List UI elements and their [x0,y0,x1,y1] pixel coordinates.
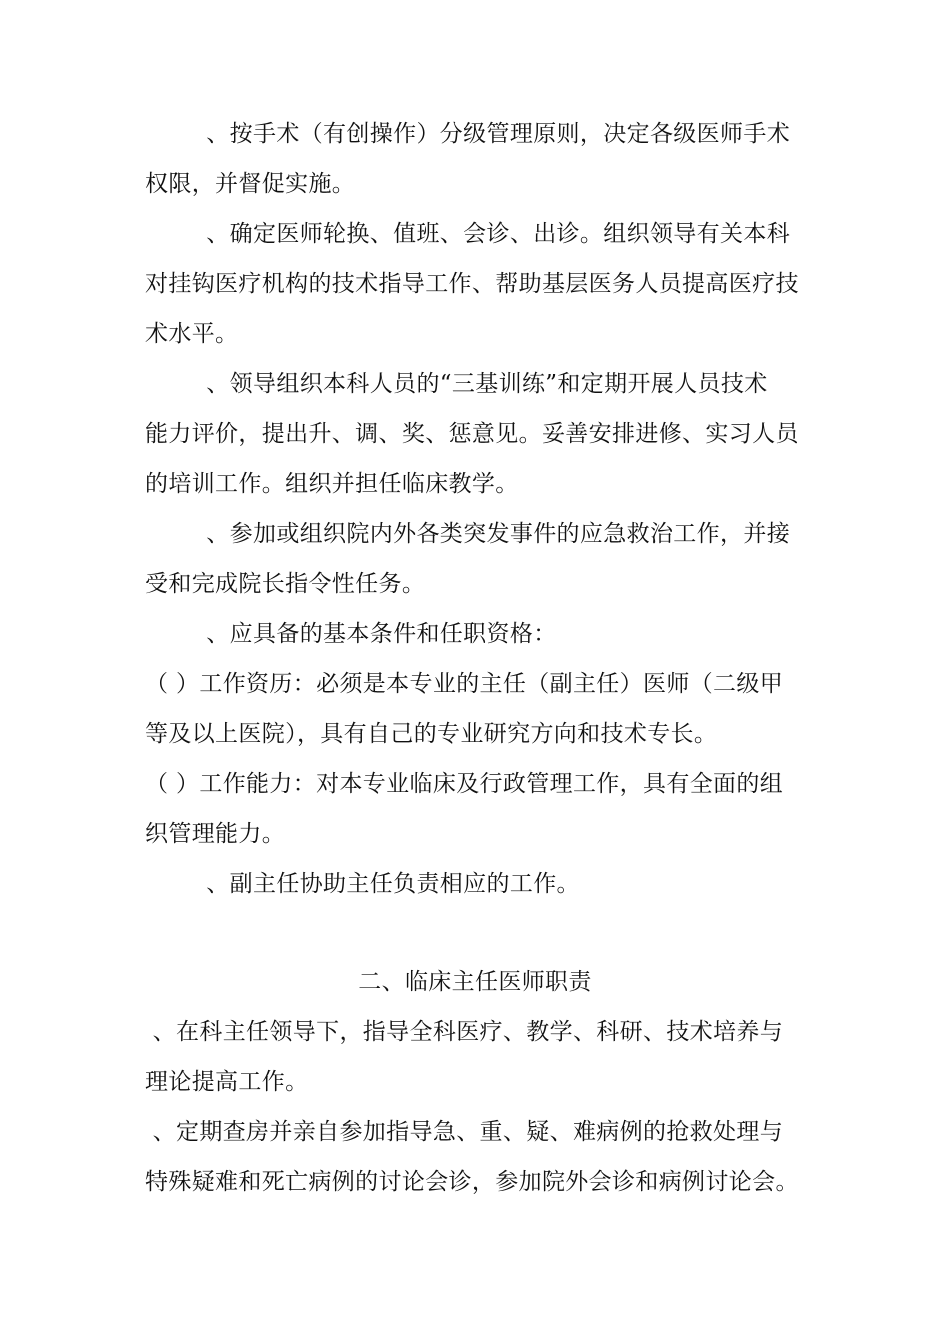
text-line: 、在科主任领导下，指导全科医疗、教学、科研、技术培养与 [145,1019,784,1045]
text-line: （ ）工作能力：对本专业临床及行政管理工作，具有全面的组 [145,771,784,797]
text-line: 受和完成院长指令性任务。 [145,571,426,597]
text-line: 的培训工作。组织并担任临床教学。 [145,471,519,497]
text-line: 、副主任协助主任负责相应的工作。 [145,871,580,897]
text-line: 、确定医师轮换、值班、会诊、出诊。组织领导有关本科 [145,221,791,247]
text-line: 能力评价，提出升、调、奖、惩意见。妥善安排进修、实习人员 [145,421,799,447]
text-line: 织管理能力。 [145,821,286,847]
text-line: 、按手术（有创操作）分级管理原则，决定各级医师手术 [145,121,791,147]
text-line: 权限，并督促实施。 [145,171,356,197]
text-line: （ ）工作资历：必须是本专业的主任（副主任）医师（二级甲 [145,671,784,697]
section-heading: 二、临床主任医师职责 [358,969,592,995]
text-line: 、参加或组织院内外各类突发事件的应急救治工作，并接 [145,521,791,547]
text-line: 对挂钩医疗机构的技术指导工作、帮助基层医务人员提高医疗技 [145,271,799,297]
text-line: 术水平。 [145,321,239,347]
text-line: 特殊疑难和死亡病例的讨论会诊，参加院外会诊和病例讨论会。 [145,1169,799,1195]
text-line: 理论提高工作。 [145,1069,309,1095]
text-line: 等及以上医院），具有自己的专业研究方向和技术专长。 [145,721,718,747]
text-line: 、领导组织本科人员的“三基训练”和定期开展人员技术 [145,371,768,397]
text-line: 、定期查房并亲自参加指导急、重、疑、难病例的抢救处理与 [145,1119,784,1145]
text-line: 、应具备的基本条件和任职资格： [145,621,557,647]
